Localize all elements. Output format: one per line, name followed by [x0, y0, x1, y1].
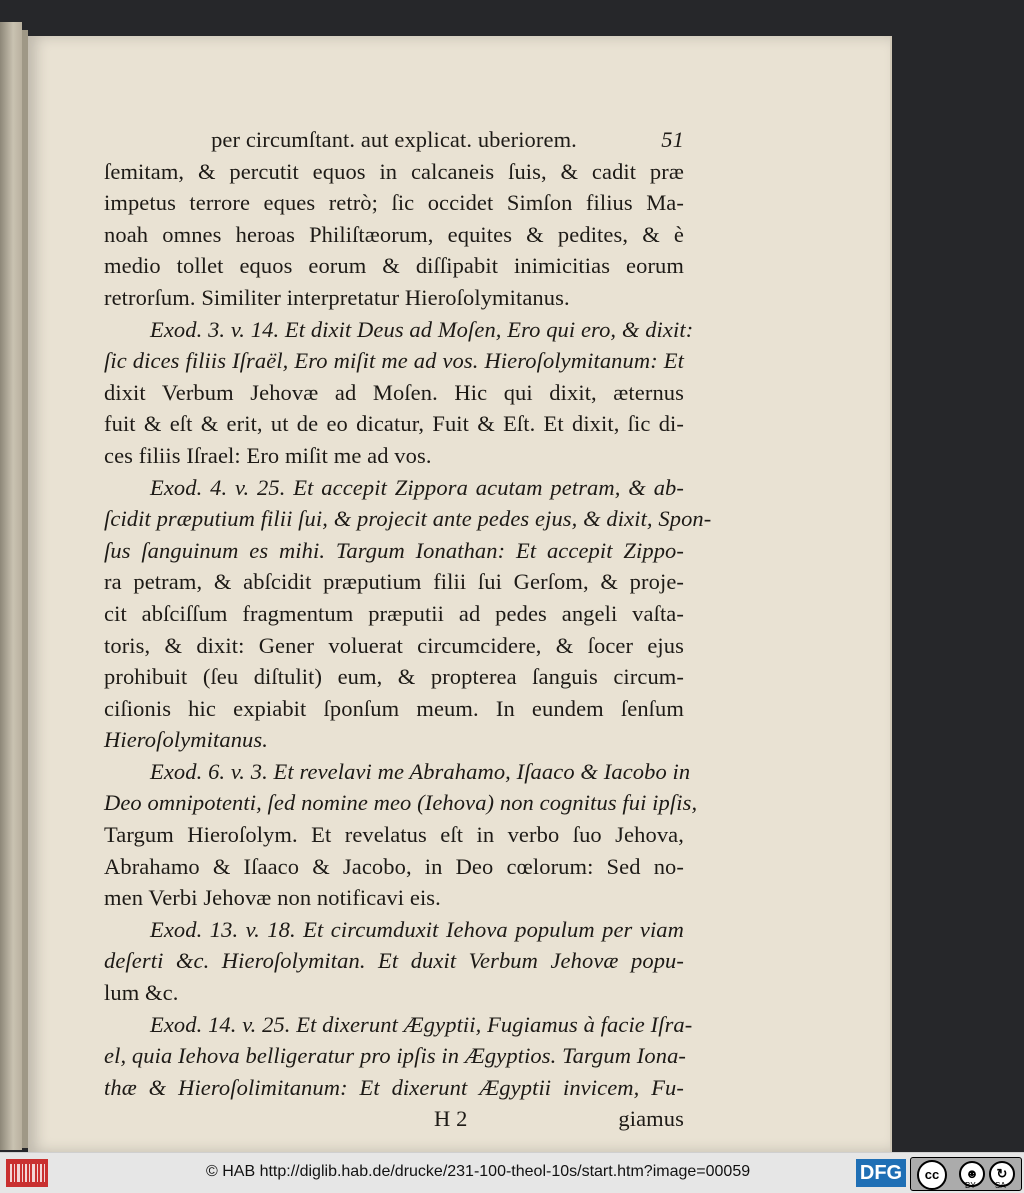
text-line: Abrahamo & Iſaaco & Jacobo, in Deo cœlorum: Sed no- [104, 853, 684, 879]
page-number: 51 [661, 127, 684, 152]
text-line: el, quia Iehova belligeratur pro ipſis in Ægyptios. Targum Iona- [104, 1043, 687, 1069]
text-line: dixit Verbum Jehovæ ad Moſen. Hic qui dixit, æternus [104, 379, 684, 405]
left-page-edge [0, 22, 22, 1150]
text-line: retrorſum. Similiter interpretatur Hieroſolymitanus. [104, 284, 570, 310]
text-line: ſic dices filiis Iſraël, Ero miſit me ad vos. Hieroſolymitanum: Et [104, 348, 684, 374]
text-line: ſcidit præputium filii ſui, & projecit ante pedes ejus, & dixit, Spon- [104, 506, 712, 532]
text-line: Exod. 3. v. 14. Et dixit Deus ad Moſen, Ero qui ero, & dixit: [150, 316, 694, 342]
license-by-label: BY [965, 1181, 976, 1190]
text-line: medio tollet equos eorum & diſſipabit inimicitias eorum [104, 253, 684, 279]
attribution-icon: ☻ [959, 1161, 985, 1187]
source-link[interactable]: © HAB http://diglib.hab.de/drucke/231-100-theol-10s/start.htm?image=00059 [206, 1163, 751, 1180]
book-page [28, 36, 890, 1152]
text-line: Exod. 14. v. 25. Et dixerunt Ægyptii, Fugiamus à facie Iſra- [150, 1011, 693, 1037]
text-line: Exod. 6. v. 3. Et revelavi me Abrahamo, Iſaaco & Iacobo in [150, 758, 691, 784]
text-line: lum &c. [104, 980, 179, 1006]
text-line: ſus ſanguinum es mihi. Targum Ionathan: Et accepit Zippo- [104, 537, 684, 563]
page-footer [104, 1103, 684, 1135]
dfg-logo: DFG [856, 1159, 906, 1187]
text-line: thæ & Hieroſolimitanum: Et dixerunt Ægyptii invicem, Fu- [104, 1074, 684, 1100]
running-title: per circumſtant. aut explicat. uberiorem. [211, 127, 577, 152]
license-badge[interactable] [910, 1157, 1022, 1191]
text-line: Exod. 4. v. 25. Et accepit Zippora acutam petram, & ab- [150, 474, 684, 500]
text-line: ra petram, & abſcidit præputium filii ſui Gerſom, & proje- [104, 569, 684, 595]
text-line: ces filiis Iſrael: Ero miſit me ad vos. [104, 442, 432, 468]
barcode-icon [6, 1159, 48, 1187]
text-line: men Verbi Jehovæ non notificavi eis. [104, 885, 441, 911]
text-line: toris, & dixit: Gener voluerat circumcidere, & ſocer ejus [104, 632, 684, 658]
text-line: prohibuit (ſeu diſtulit) eum, & propterea ſanguis circum- [104, 664, 684, 690]
license-sa-label: SA [995, 1181, 1006, 1190]
catchword: giamus [618, 1106, 684, 1132]
text-line: cit abſciſſum fragmentum præputii ad pedes angeli vaſta- [104, 600, 684, 626]
text-line: ciſionis hic expiabit ſponſum meum. In eundem ſenſum [104, 695, 684, 721]
text-line: noah omnes heroas Philiſtæorum, equites & pedites, & è [104, 221, 684, 247]
credit-bar [0, 1152, 1024, 1193]
text-line: Exod. 13. v. 18. Et circumduxit Iehova populum per viam [150, 916, 684, 942]
text-line: fuit & eſt & erit, ut de eo dicatur, Fuit & Eſt. Et dixit, ſic di- [104, 411, 684, 437]
text-line: impetus terrore eques retrò; ſic occidet Simſon filius Ma- [104, 190, 684, 216]
text-line: Deo omnipotenti, ſed nomine meo (Iehova) non cognitus fui ipſis, [104, 790, 698, 816]
text-line: Hieroſolymitanus. [104, 727, 268, 753]
running-head [104, 124, 684, 156]
text-line: deſerti &c. Hieroſolymitan. Et duxit Verbum Jehovæ popu- [104, 948, 684, 974]
page-text [104, 124, 712, 1135]
text-line: ſemitam, & percutit equos in calcaneis ſuis, & cadit præ [104, 158, 684, 184]
text-line: Targum Hieroſolym. Et revelatus eſt in verbo ſuo Jehova, [104, 822, 684, 848]
creative-commons-icon: cc [917, 1160, 947, 1190]
signature-mark: H 2 [434, 1106, 468, 1132]
share-alike-icon: ↻ [989, 1161, 1015, 1187]
